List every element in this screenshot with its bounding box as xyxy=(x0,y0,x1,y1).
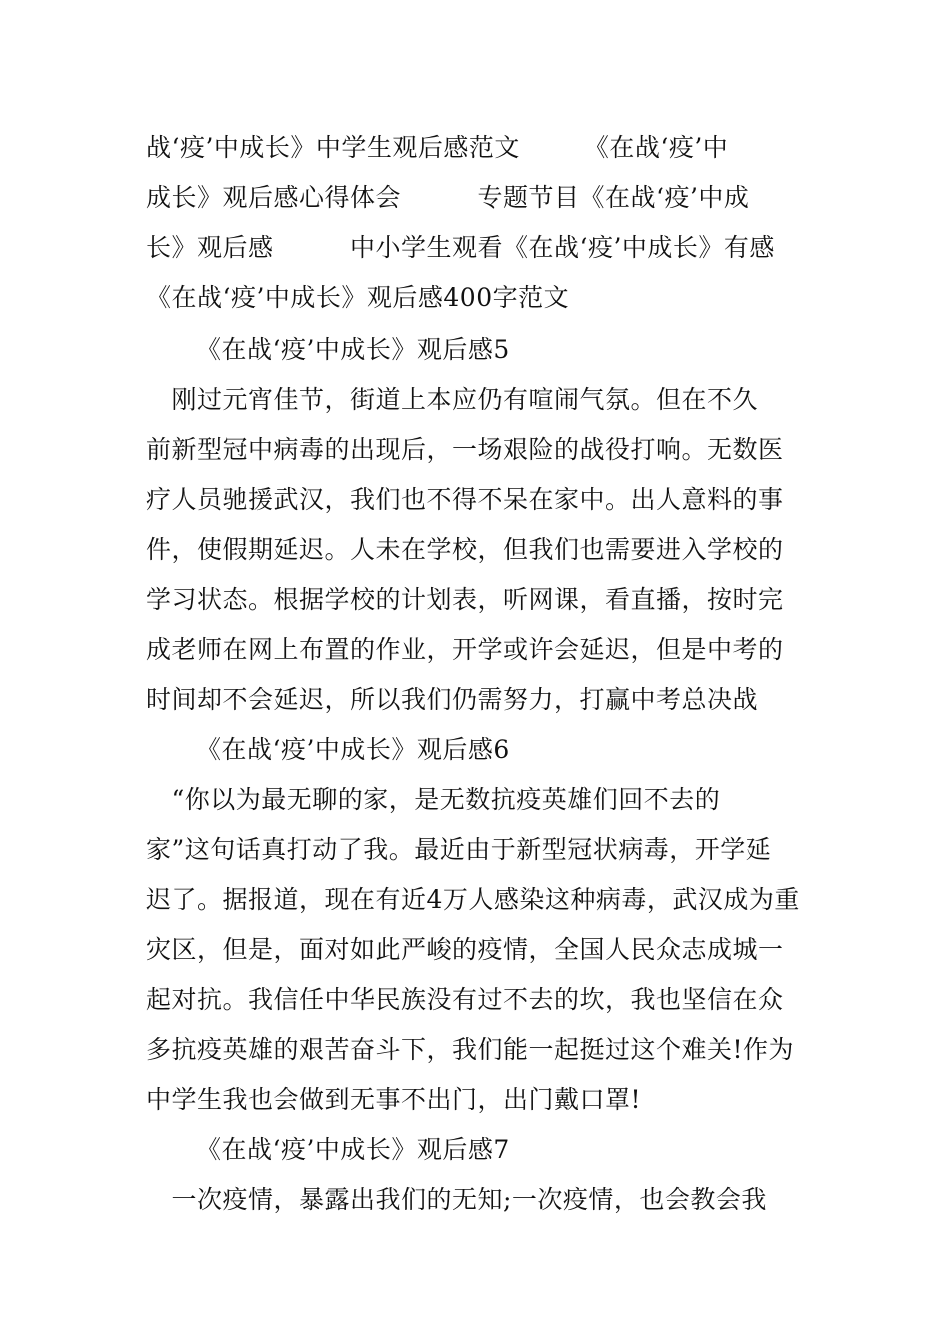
text-line: 家”这句话真打动了我。最近由于新型冠状病毒，开学延 xyxy=(146,835,772,864)
text-line: 战‘疫’中成长》中学生观后感范文 《在战‘疫’中 xyxy=(146,133,729,162)
text-line: 起对抗。我信任中华民族没有过不去的坎，我也坚信在众 xyxy=(146,985,784,1014)
text-line: 中学生我也会做到无事不出门，出门戴口罩! xyxy=(146,1085,642,1114)
text-line: 刚过元宵佳节，街道上本应仍有喧闹气氛。但在不久 xyxy=(146,385,759,414)
text-line: 迟了。据报道，现在有近4万人感染这种病毒，武汉成为重 xyxy=(146,885,800,914)
text-line: 长》观后感 中小学生观看《在战‘疫’中成长》有感 xyxy=(146,233,775,262)
text-line: 一次疫情，暴露出我们的无知;一次疫情，也会教会我 xyxy=(146,1185,767,1214)
section-heading-6: 《在战‘疫’中成长》观后感6 xyxy=(196,735,510,764)
text-line: “你以为最无聊的家，是无数抗疫英雄们回不去的 xyxy=(146,785,721,814)
text-line: 《在战‘疫’中成长》观后感400字范文 xyxy=(146,283,570,312)
text-line: 灾区，但是，面对如此严峻的疫情，全国人民众志成城一 xyxy=(146,935,784,964)
text-line: 前新型冠中病毒的出现后，一场艰险的战役打响。无数医 xyxy=(146,435,784,464)
text-line: 疗人员驰援武汉，我们也不得不呆在家中。出人意料的事 xyxy=(146,485,784,514)
text-line: 学习状态。根据学校的计划表，听网课，看直播，按时完 xyxy=(146,585,784,614)
text-line: 成长》观后感心得体会 专题节目《在战‘疫’中成 xyxy=(146,183,750,212)
text-line: 成老师在网上布置的作业，开学或许会延迟，但是中考的 xyxy=(146,635,784,664)
section-heading-5: 《在战‘疫’中成长》观后感5 xyxy=(196,335,510,364)
text-line: 多抗疫英雄的艰苦奋斗下，我们能一起挺过这个难关!作为 xyxy=(146,1035,795,1064)
section-heading-7: 《在战‘疫’中成长》观后感7 xyxy=(196,1135,510,1164)
text-line: 件，使假期延迟。人未在学校，但我们也需要进入学校的 xyxy=(146,535,784,564)
text-line: 时间却不会延迟，所以我们仍需努力，打赢中考总决战 xyxy=(146,685,759,714)
